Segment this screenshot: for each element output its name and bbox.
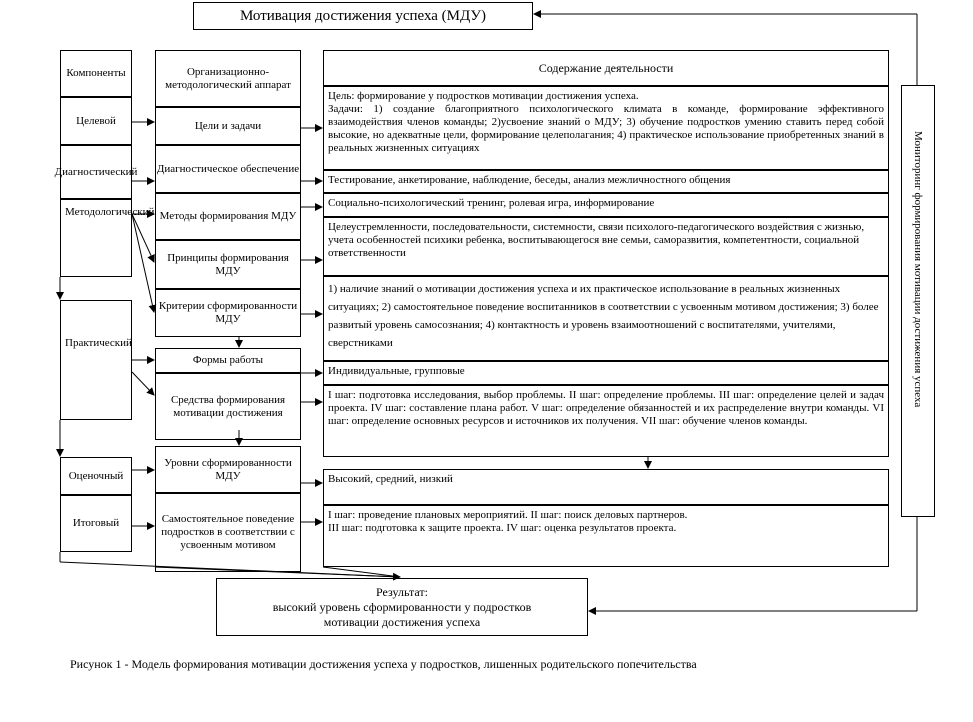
content-forms: Индивидуальные, групповые (323, 361, 889, 385)
org-levels: Уровни сформированности МДУ (155, 446, 301, 493)
content-principles: Целеустремленности, последовательности, системности, связи психолого-педагогического воздействия с жизнью, учета особенностей психики ребенка, воспитывающегося вне семьи, саморазвития, компетентности, социальной ответственности (323, 217, 889, 276)
monitoring-box (901, 85, 935, 517)
org-independent-behavior: Самостоятельное поведение подростков в соответствии с усвоенным мотивом (155, 493, 301, 572)
header-content: Содержание деятельности (323, 50, 889, 86)
org-means: Средства формирования мотивации достижения (155, 373, 301, 440)
org-criteria: Критерии сформированности МДУ (155, 289, 301, 337)
org-principles: Принципы формирования МДУ (155, 240, 301, 289)
header-components: Компоненты (60, 50, 132, 97)
org-forms: Формы работы (155, 348, 301, 373)
content-goals (323, 86, 889, 170)
content-methods: Социально-психологический тренинг, ролевая игра, информирование (323, 193, 889, 217)
content-means: I шаг: подготовка исследования, выбор проблемы. II шаг: определение проблемы. III шаг: определение целей и задач проекта. IV шаг: составление плана работ. V шаг: определение обязанностей и их распределение внутри команды. VI шаг: определение основных ресурсов и источников их получения. VII шаг: обучение членов команды. (323, 385, 889, 457)
org-methods: Методы формирования МДУ (155, 193, 301, 240)
diagram-title-text: Мотивация достижения успеха (МДУ) (239, 8, 487, 24)
content-diagnostics: Тестирование, анкетирование, наблюдение, беседы, анализ межличностного общения (323, 170, 889, 193)
component-practical: Практический (60, 300, 132, 420)
monitoring-label: Мониторинг формирования мотивации достижения успеха (912, 131, 924, 408)
content-goals-tasks: Задачи: 1) создание благоприятного психологического климата в команде, формирование эффективного взаимодействия членов команды; 2)усвоение знаний о МДУ; 3) обучение подростков умению ставить перед собой высокие, но адекватные цели, формирование целеполагания; 4) практическое использование приобретенных знаний в реальных жизненных ситуациях (328, 103, 884, 154)
component-target: Целевой (60, 97, 132, 145)
figure-caption: Рисунок 1 - Модель формирования мотивации достижения успеха у подростков, лишенных родительского попечительства (70, 657, 697, 671)
org-diagnostic-support: Диагностическое обеспечение (155, 145, 301, 193)
component-methodological: Методологический (60, 199, 132, 277)
component-final: Итоговый (60, 495, 132, 552)
content-final: I шаг: проведение плановых мероприятий. II шаг: поиск деловых партнеров. III шаг: подготовка к защите проекта. IV шаг: оценка результатов проекта. (323, 505, 889, 567)
result-box: Результат: высокий уровень сформированности у подростков мотивации достижения успеха (216, 578, 588, 636)
org-goals: Цели и задачи (155, 107, 301, 145)
content-criteria: 1) наличие знаний о мотивации достижения успеха и их практическое использование в реальных жизненных ситуациях; 2) самостоятельное поведение воспитанников в соответствии с усвоенным мотивом достижения; 3) более развитый уровень самосознания; 4) контактность и уровень взаимоотношений с воспитателями, учителями, сверстниками (323, 276, 889, 361)
component-evaluative: Оценочный (60, 457, 132, 495)
content-goals-aim: Цель: формирование у подростков мотивации достижения успеха. (328, 90, 639, 102)
content-levels: Высокий, средний, низкий (323, 469, 889, 505)
header-org-apparatus: Организационно-методологический аппарат (155, 50, 301, 107)
diagram-title (193, 2, 533, 30)
component-diagnostic: Диагностический (60, 145, 132, 199)
